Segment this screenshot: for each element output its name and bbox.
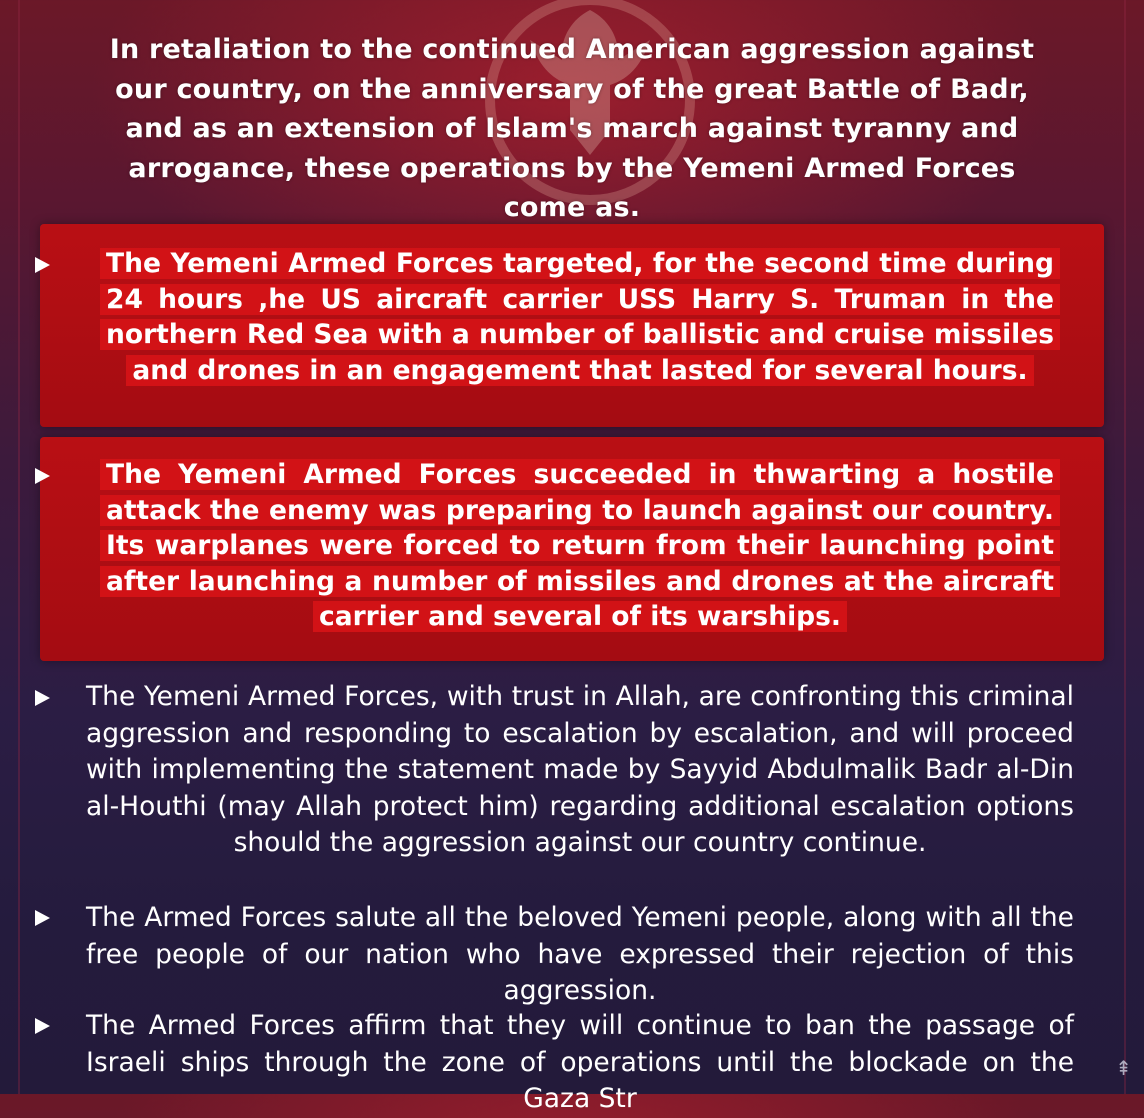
corner-symbol-icon: ⇞ [1115,1056,1132,1080]
highlight-panel-1 [40,224,1104,427]
triangle-right-icon [35,690,50,706]
frame-line-right [1124,0,1126,1094]
triangle-right-icon [35,468,50,484]
bullet-2-text: The Yemeni Armed Forces succeeded in thwarting a hostile attack the enemy was preparing to launch against our country. Its warplanes were forced to return from their launching point after launching a number of missiles and drones at the aircraft carrier and several of its warships. [100,459,1060,632]
bullet-1-text-block [100,246,1060,388]
bullet-1-text: The Yemeni Armed Forces targeted, for the second time during 24 hours ,he US aircraft carrier USS Harry S. Truman in the northern Red Sea with a number of ballistic and cruise missiles and drones in an engagement that lasted for several hours. [100,248,1060,386]
highlight-panel-2 [40,437,1104,661]
bullet-4-text: The Armed Forces salute all the beloved Yemeni people, along with all the free people of our nation who have expressed their rejection of this aggression. [86,902,1074,1006]
intro-paragraph: In retaliation to the continued American aggression against our country, on the anniversary of the great Battle of Badr, and as an extension of Islam's march against tyranny and arrogance, these operations by the Yemeni Armed Forces come as. [109,34,1035,223]
bullet-3-text: The Yemeni Armed Forces, with trust in Allah, are confronting this criminal aggression and responding to escalation by escalation, and will proceed with implementing the statement made by Sayyid Abdulmalik Badr al-Din al-Houthi (may Allah protect him) regarding additional escalation options should the aggression against our country continue. [86,681,1074,858]
bullet-5-text: The Armed Forces affirm that they will continue to ban the passage of Israeli ships through the zone of operations until the blockade on the Gaza Str [86,1010,1074,1114]
triangle-right-icon [35,1018,50,1034]
triangle-right-icon [35,910,50,926]
bullet-2-text-block [100,457,1060,635]
triangle-right-icon [35,257,50,273]
frame-line-left [18,0,20,1094]
